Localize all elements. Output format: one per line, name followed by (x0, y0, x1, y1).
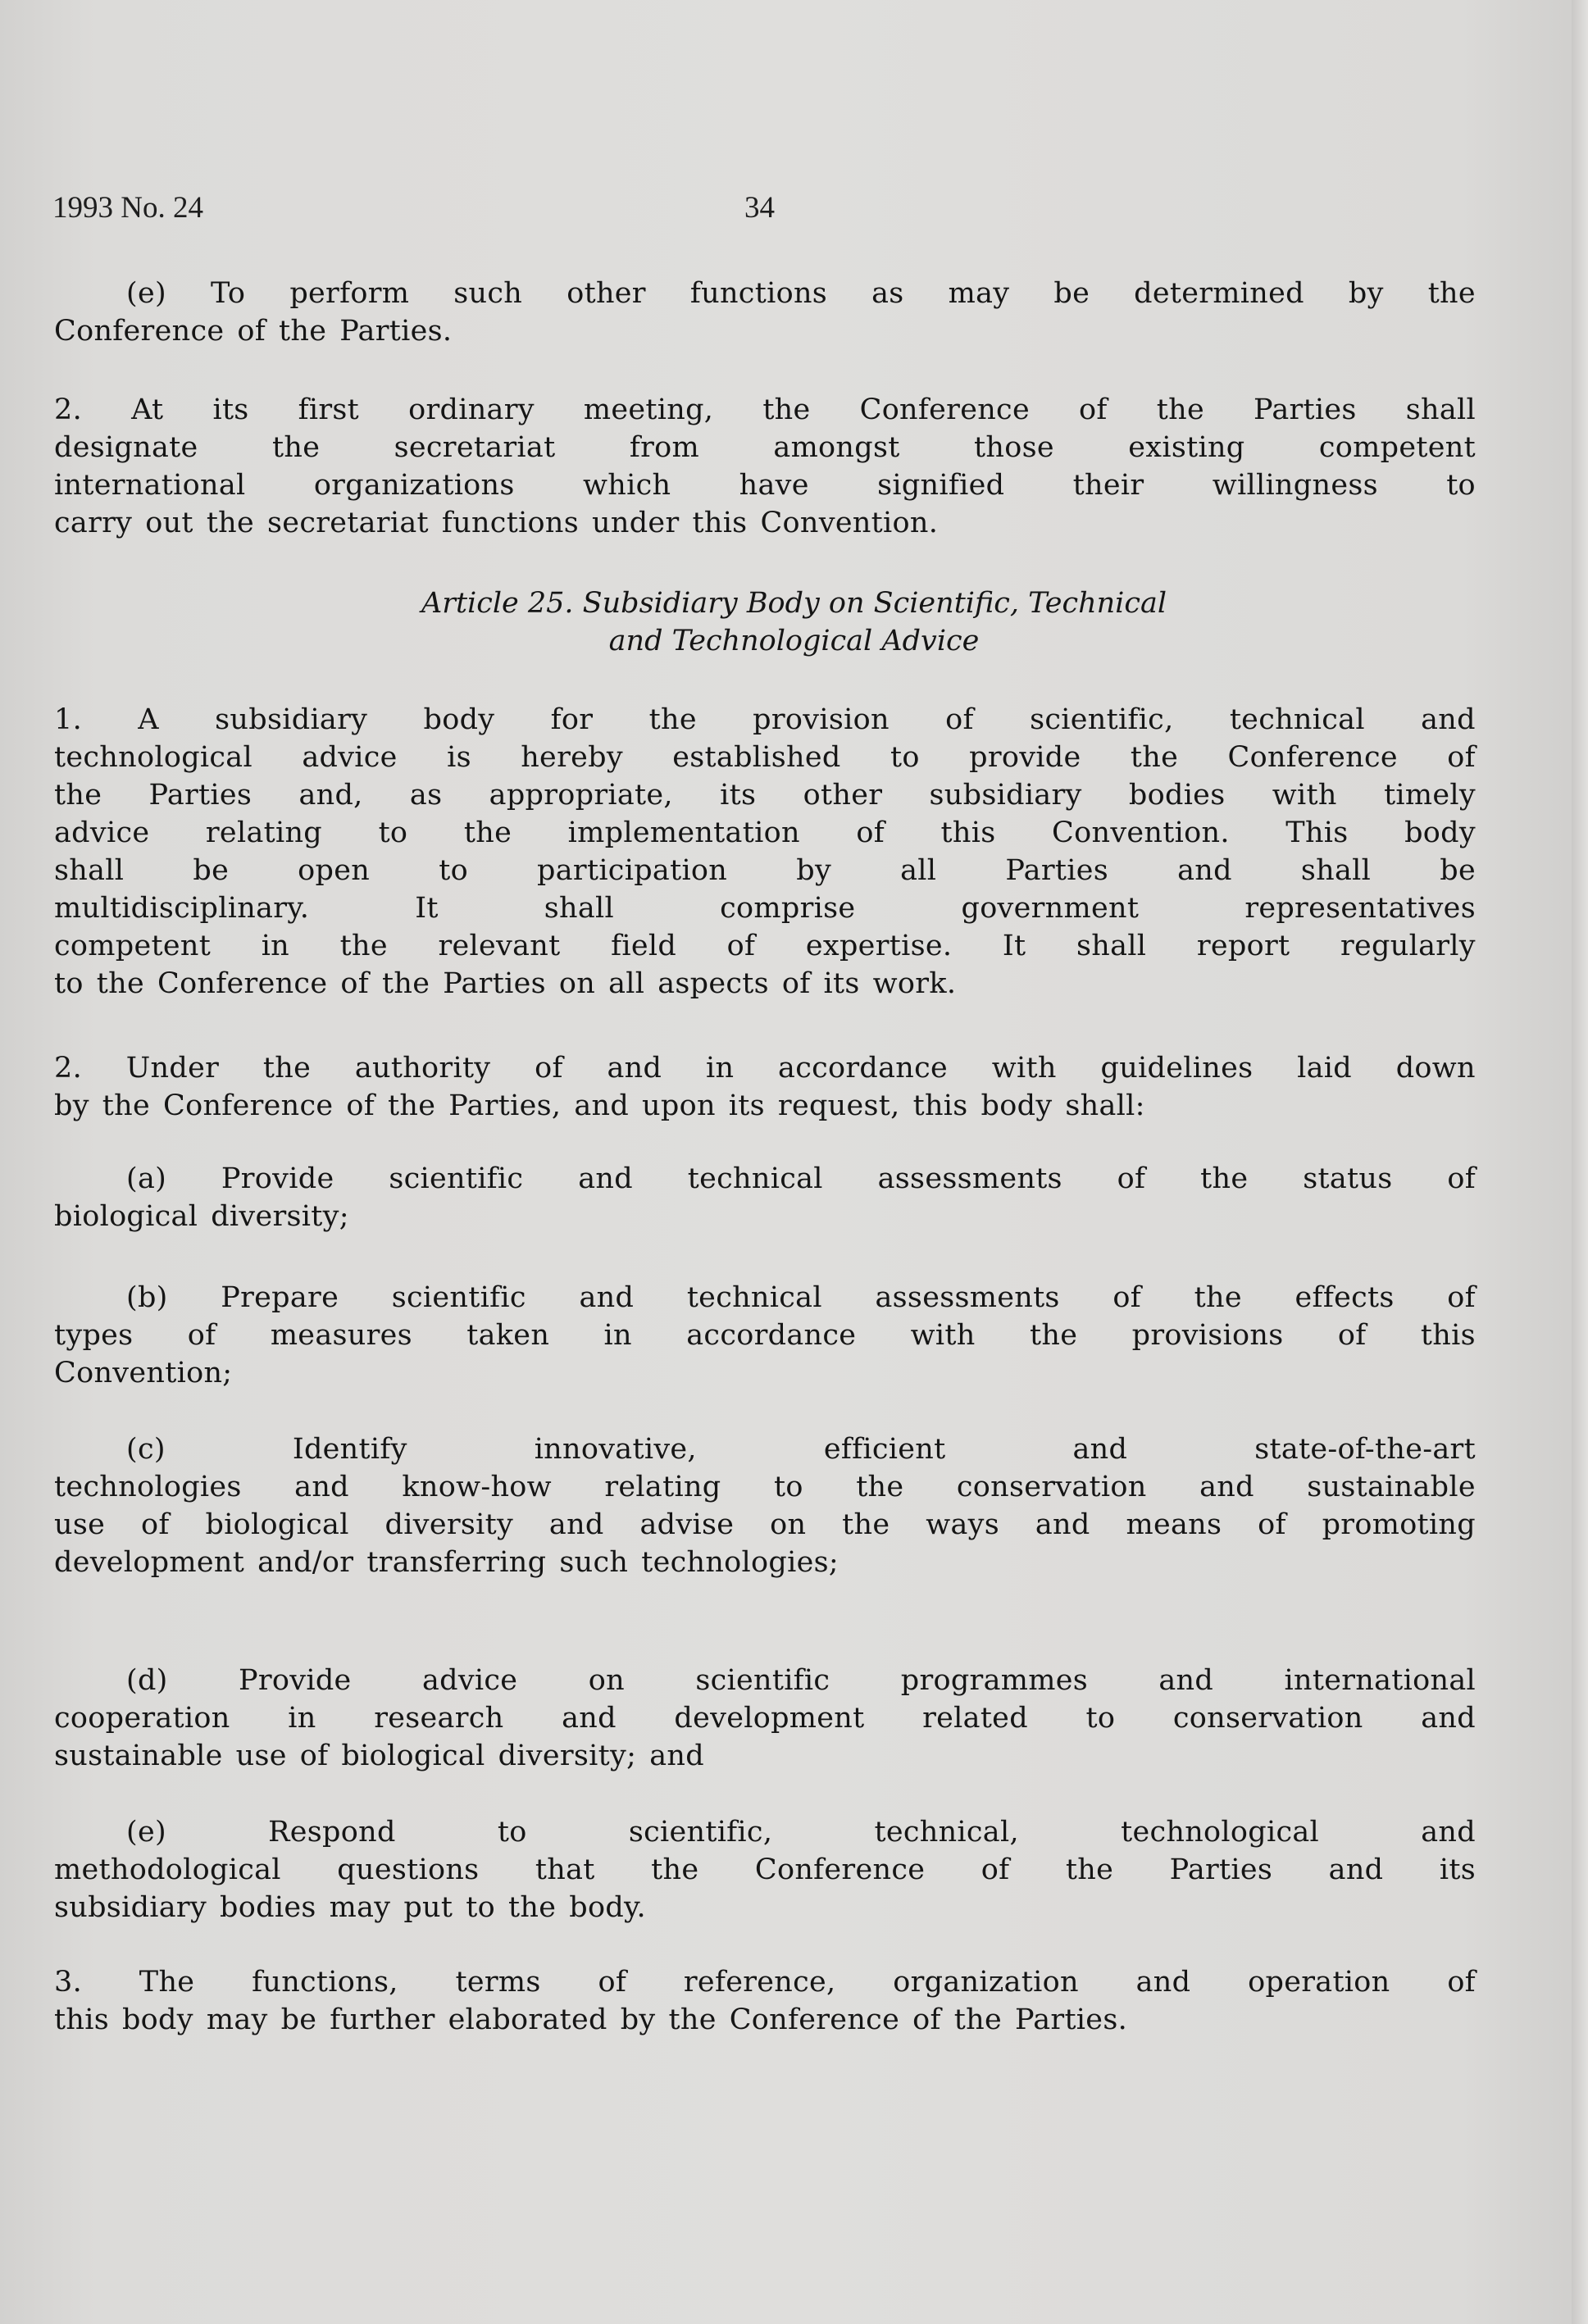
paragraph (54, 1664, 1476, 1777)
text-line: use of biological diversity and advise on the ways and means of promoting (54, 1508, 1476, 1541)
text-line: carry out the secretariat functions under this Convention. (54, 507, 939, 539)
text-line: types of measures taken in accordance with the provisions of this (54, 1319, 1476, 1352)
paragraph (54, 703, 1476, 1005)
text-line: subsidiary bodies may put to the body. (54, 1891, 646, 1924)
text-line: methodological questions that the Conference of the Parties and its (54, 1853, 1476, 1886)
paragraph (54, 393, 1476, 544)
text-line: (a) Provide scientific and technical assessments of the status of (126, 1162, 1476, 1195)
text-line: 1. A subsidiary body for the provision of scientific, technical and (54, 703, 1476, 736)
text-line: sustainable use of biological diversity; and (54, 1740, 704, 1772)
article-heading (0, 584, 1588, 660)
text-line: competent in the relevant field of expertise. It shall report regularly (54, 930, 1476, 962)
text-line: by the Conference of the Parties, and upon its request, this body shall: (54, 1089, 1145, 1122)
gazette-reference: 1993 No. 24 (52, 191, 203, 225)
text-line: (e) Respond to scientific, technical, technological and (126, 1816, 1476, 1849)
text-line: multidisciplinary. It shall comprise government representatives (54, 892, 1476, 925)
text-line: biological diversity; (54, 1200, 349, 1233)
article-heading-line: Article 25. Subsidiary Body on Scientific, Technical (421, 587, 1167, 620)
paragraph (54, 1816, 1476, 1929)
text-line: development and/or transferring such technologies; (54, 1546, 839, 1579)
text-line: international organizations which have signified their willingness to (54, 469, 1476, 502)
text-line: 3. The functions, terms of reference, organization and operation of (54, 1966, 1476, 1999)
paragraph (54, 1966, 1476, 2041)
text-line: Conference of the Parties. (54, 315, 453, 348)
text-line: Convention; (54, 1357, 233, 1389)
text-line: (b) Prepare scientific and technical assessments of the effects of (126, 1281, 1476, 1314)
paragraph (54, 1281, 1476, 1394)
text-line: designate the secretariat from amongst those existing competent (54, 431, 1476, 464)
article-heading-line: and Technological Advice (608, 625, 980, 657)
text-line: (c) Identify innovative, efficient and state-of-the-art (126, 1433, 1476, 1466)
text-line: advice relating to the implementation of this Convention. This body (54, 816, 1476, 849)
text-line: (e) To perform such other functions as may be determined by the (126, 277, 1476, 310)
text-line: this body may be further elaborated by the Conference of the Parties. (54, 2003, 1128, 2036)
text-line: shall be open to participation by all Parties and shall be (54, 854, 1476, 887)
text-line: the Parties and, as appropriate, its other subsidiary bodies with timely (54, 779, 1476, 812)
text-line: cooperation in research and development related to conservation and (54, 1702, 1476, 1735)
paragraph (54, 277, 1476, 352)
paragraph (54, 1052, 1476, 1127)
text-line: 2. Under the authority of and in accordance with guidelines laid down (54, 1052, 1476, 1085)
text-line: 2. At its first ordinary meeting, the Conference of the Parties shall (54, 393, 1476, 426)
page-edge-shadow (1572, 0, 1588, 2324)
paragraph (54, 1162, 1476, 1238)
text-line: (d) Provide advice on scientific programmes and international (126, 1664, 1476, 1697)
text-line: to the Conference of the Parties on all aspects of its work. (54, 967, 957, 1000)
paragraph (54, 1433, 1476, 1584)
page-number: 34 (744, 191, 775, 225)
text-line: technologies and know-how relating to the conservation and sustainable (54, 1471, 1476, 1503)
text-line: technological advice is hereby established to provide the Conference of (54, 741, 1476, 774)
